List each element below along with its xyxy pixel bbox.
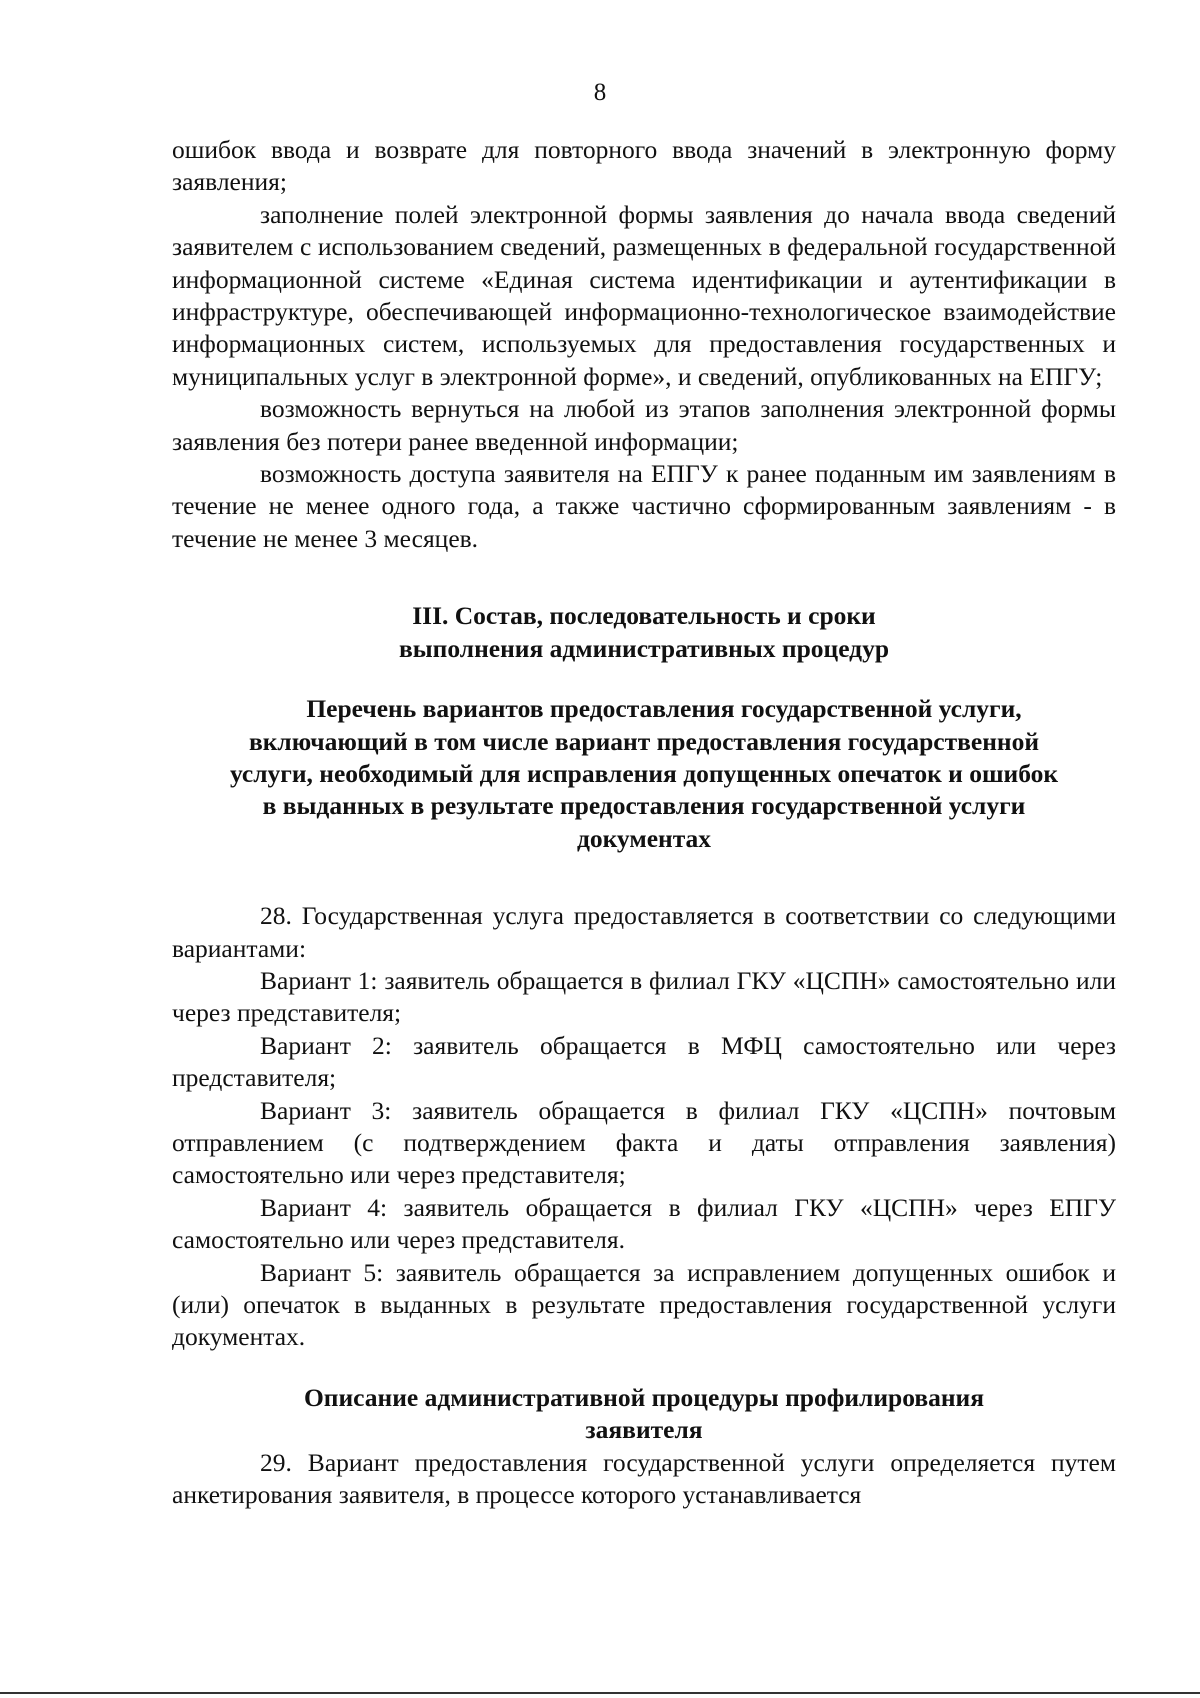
spacer — [172, 665, 1116, 693]
subsection-heading-line: Перечень вариантов предоставления государственной услуги, — [306, 694, 1022, 724]
subsection-heading — [172, 693, 1116, 855]
profiling-heading-line: Описание административной процедуры профилирования — [303, 1382, 985, 1412]
page-number: 8 — [593, 79, 607, 106]
subsection-heading-line: документах — [576, 823, 712, 853]
paragraph: заполнение полей электронной формы заявления до начала ввода сведений заявителем с использованием сведений, размещенных в федеральной государственной информационной системе «Единая система идентификации и аутентификации в инфраструктуре, обеспечивающей информационно-технологическое взаимодействие информационных систем, используемых для предоставления государственных и муниципальных услуг в электронной форме», и сведений, опубликованных на ЕПГУ; — [172, 199, 1116, 391]
section-heading-line: III. Состав, последовательность и сроки — [412, 601, 876, 631]
paragraph: Вариант 3: заявитель обращается в филиал ГКУ «ЦСПН» почтовым отправлением (с подтверждением факта и даты отправления заявления) самостоятельно или через представителя; — [172, 1095, 1116, 1190]
paragraph: 29. Вариант предоставления государственной услуги определяется путем анкетирования заявителя, в процессе которого устанавливается — [172, 1447, 1116, 1510]
document-body — [172, 134, 1116, 1511]
subsection-heading-line: в выданных в результате предоставления государственной услуги — [262, 791, 1026, 821]
spacer — [172, 555, 1116, 600]
paragraph: 28. Государственная услуга предоставляется в соответствии со следующими вариантами: — [172, 901, 1116, 963]
spacer — [172, 855, 1116, 900]
paragraph: возможность доступа заявителя на ЕПГУ к ранее поданным им заявлениям в течение не менее одного года, а также частично сформированным заявлениям - в течение не менее 3 месяцев. — [172, 459, 1116, 553]
subsection-heading-line: включающий в том числе вариант предоставления государственной — [248, 726, 1040, 756]
paragraph: Вариант 1: заявитель обращается в филиал ГКУ «ЦСПН» самостоятельно или через представителя; — [172, 965, 1116, 1028]
paragraph: ошибок ввода и возврате для повторного ввода значений в электронную форму заявления; — [172, 135, 1116, 197]
section-heading-line: выполнения административных процедур — [398, 633, 890, 663]
paragraph: Вариант 4: заявитель обращается в филиал ГКУ «ЦСПН» через ЕПГУ самостоятельно или через представителя. — [172, 1192, 1116, 1255]
paragraph: возможность вернуться на любой из этапов заполнения электронной формы заявления без потери ранее введенной информации; — [172, 394, 1116, 456]
paragraph: Вариант 2: заявитель обращается в МФЦ самостоятельно или через представителя; — [172, 1030, 1116, 1093]
scan-edge-line — [0, 1692, 1200, 1694]
profiling-heading — [172, 1382, 1116, 1447]
spacer — [172, 1354, 1116, 1382]
profiling-heading-line: заявителя — [585, 1415, 703, 1445]
subsection-heading-line: услуги, необходимый для исправления допущенных опечаток и ошибок — [229, 758, 1059, 788]
paragraph: Вариант 5: заявитель обращается за исправлением допущенных ошибок и (или) опечаток в выданных в результате предоставления государственной услуги документах. — [172, 1257, 1116, 1352]
section-heading — [172, 600, 1116, 665]
